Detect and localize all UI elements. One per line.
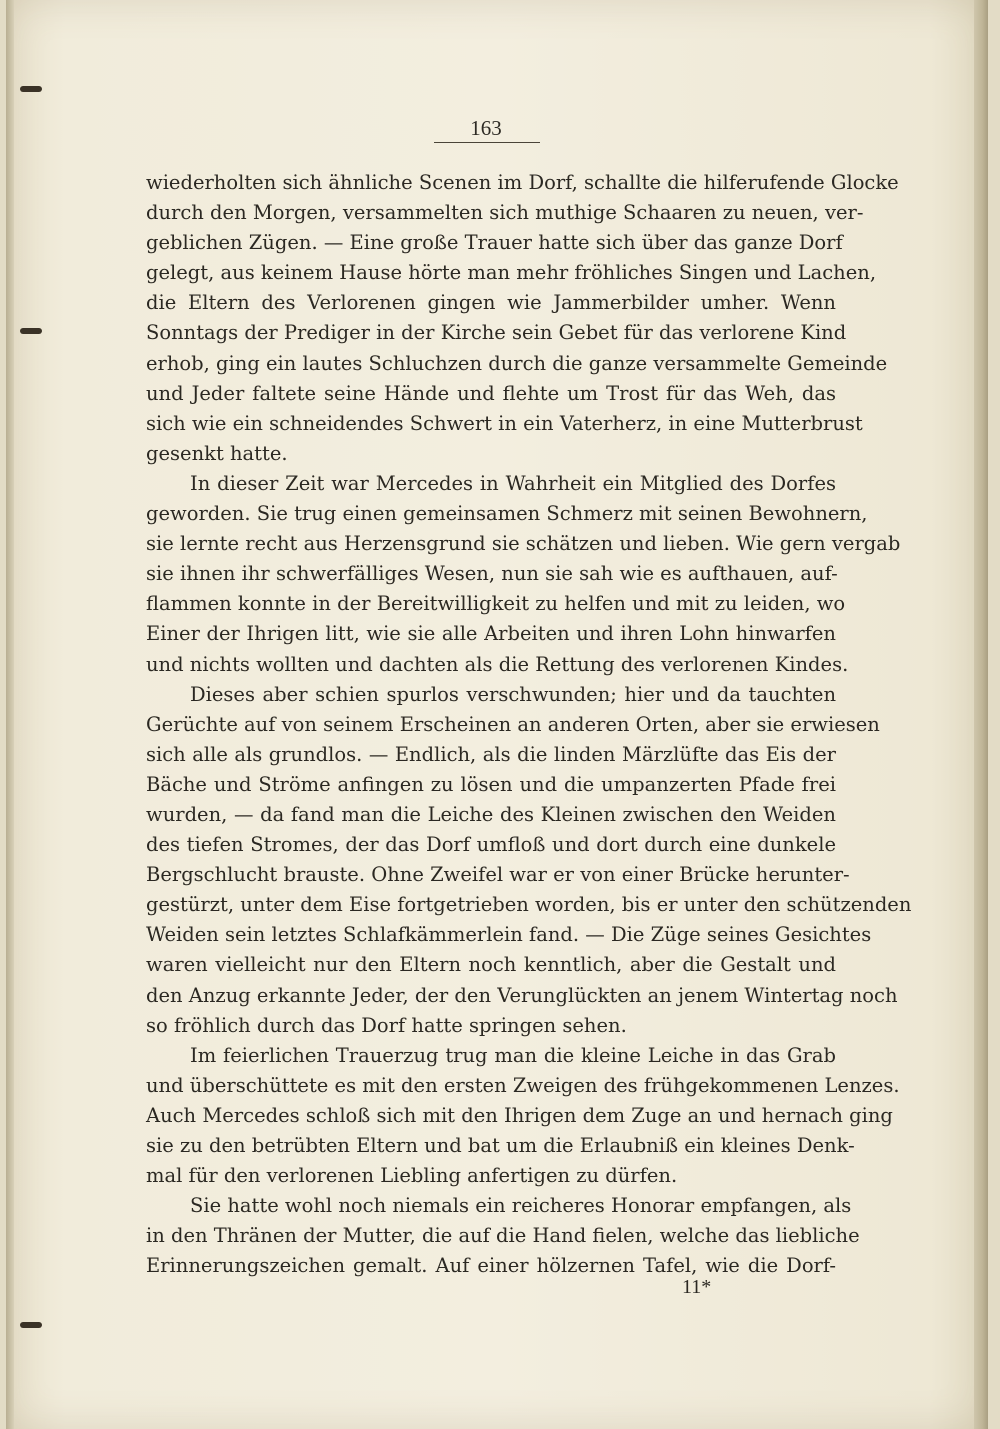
text-line: Bergschlucht brauste. Ohne Zweifel war er von einer Brücke herunter- [146,863,850,887]
text-line: in den Thränen der Mutter, die auf die Hand fielen, welche das liebliche [146,1224,860,1248]
text-line: sie lernte recht aus Herzensgrund sie schätzen und lieben. Wie gern vergab [146,532,901,556]
binding-mark [20,328,42,334]
binding-mark [20,1322,42,1328]
text-line: wurden, — da fand man die Leiche des Kleinen zwischen den Weiden [146,802,836,826]
text-line: waren vielleicht nur den Eltern noch kenntlich, aber die Gestalt und [146,953,836,977]
text-line: die Eltern des Verlorenen gingen wie Jammerbilder umher. Wenn [146,291,836,315]
text-line: sich wie ein schneidendes Schwert in ein Vaterherz, in eine Mutterbrust [146,411,863,435]
text-line: flammen konnte in der Bereitwilligkeit zu helfen und mit zu leiden, wo [146,592,846,616]
page-number: 163 [470,116,502,140]
text-line: sie ihnen ihr schwerfälliges Wesen, nun sie sah wie es aufthauen, auf- [146,562,838,586]
text-line: wiederholten sich ähnliche Scenen im Dorf, schallte die hilferufende Glocke [146,171,899,194]
text-line: Auch Mercedes schloß sich mit den Ihrigen dem Zuge an und hernach ging [146,1103,893,1127]
text-line: Sonntags der Prediger in der Kirche sein Gebet für das verlorene Kind [146,321,847,345]
text-line: durch den Morgen, versammelten sich muthige Schaaren zu neuen, ver- [146,201,864,225]
text-line: sie zu den betrübten Eltern und bat um die Erlaubniß ein kleines Denk- [146,1134,855,1157]
text-line: gestürzt, unter dem Eise fortgetrieben worden, bis er unter den schützenden [146,893,912,917]
text-line: Erinnerungszeichen gemalt. Auf einer hölzernen Tafel, wie die Dorf- [146,1254,836,1278]
text-line: und überschüttete es mit den ersten Zweigen des frühgekommenen Lenzes. [146,1073,900,1097]
text-line: Gerüchte auf von seinem Erscheinen an anderen Orten, aber sie erwiesen [146,712,880,736]
page-edge [974,0,988,1429]
text-line: so fröhlich durch das Dorf hatte springen sehen. [146,1013,627,1037]
text-line: mal für den verlorenen Liebling anfertigen zu dürfen. [146,1164,678,1188]
text-line: sich alle als grundlos. — Endlich, als die linden Märzlüfte das Eis der [146,742,836,766]
text-line: Sie hatte wohl noch niemals ein reicheres Honorar empfangen, als [190,1194,852,1218]
body-text [146,168,912,1281]
header-rule [434,142,540,143]
binding-mark [20,86,42,92]
text-line: gesenkt hatte. [146,441,288,465]
text-line: In dieser Zeit war Mercedes in Wahrheit ein Mitglied des Dorfes [190,471,836,495]
text-line: Bäche und Ströme anfingen zu lösen und die umpanzerten Pfade frei [146,772,836,796]
text-line: gelegt, aus keinem Hause hörte man mehr fröhliches Singen und Lachen, [146,261,877,285]
text-line: Einer der Ihrigen litt, wie sie alle Arbeiten und ihren Lohn hinwarfen [146,622,836,646]
text-line: Weiden sein letztes Schlafkämmerlein fand. — Die Züge seines Gesichtes [146,923,872,947]
text-line: geworden. Sie trug einen gemeinsamen Schmerz mit seinen Bewohnern, [146,502,868,526]
text-line: und Jeder faltete seine Hände und flehte um Trost für das Weh, das [146,381,836,405]
text-line: Dieses aber schien spurlos verschwunden; hier und da tauchten [190,682,836,706]
text-line: geblichen Zügen. — Eine große Trauer hatte sich über das ganze Dorf [146,231,843,255]
signature-mark: 11* [682,1276,712,1298]
text-line: des tiefen Stromes, der das Dorf umfloß und dort durch eine dunkele [146,833,836,857]
text-line: erhob, ging ein lautes Schluchzen durch die ganze versammelte Gemeinde [146,351,888,375]
text-line: Im feierlichen Trauerzug trug man die kleine Leiche in das Grab [190,1043,836,1067]
page-gutter [6,0,14,1429]
book-page [6,0,988,1429]
text-line: und nichts wollten und dachten als die Rettung des verlorenen Kindes. [146,652,849,676]
text-line: den Anzug erkannte Jeder, der den Verunglückten an jenem Wintertag noch [146,983,898,1007]
